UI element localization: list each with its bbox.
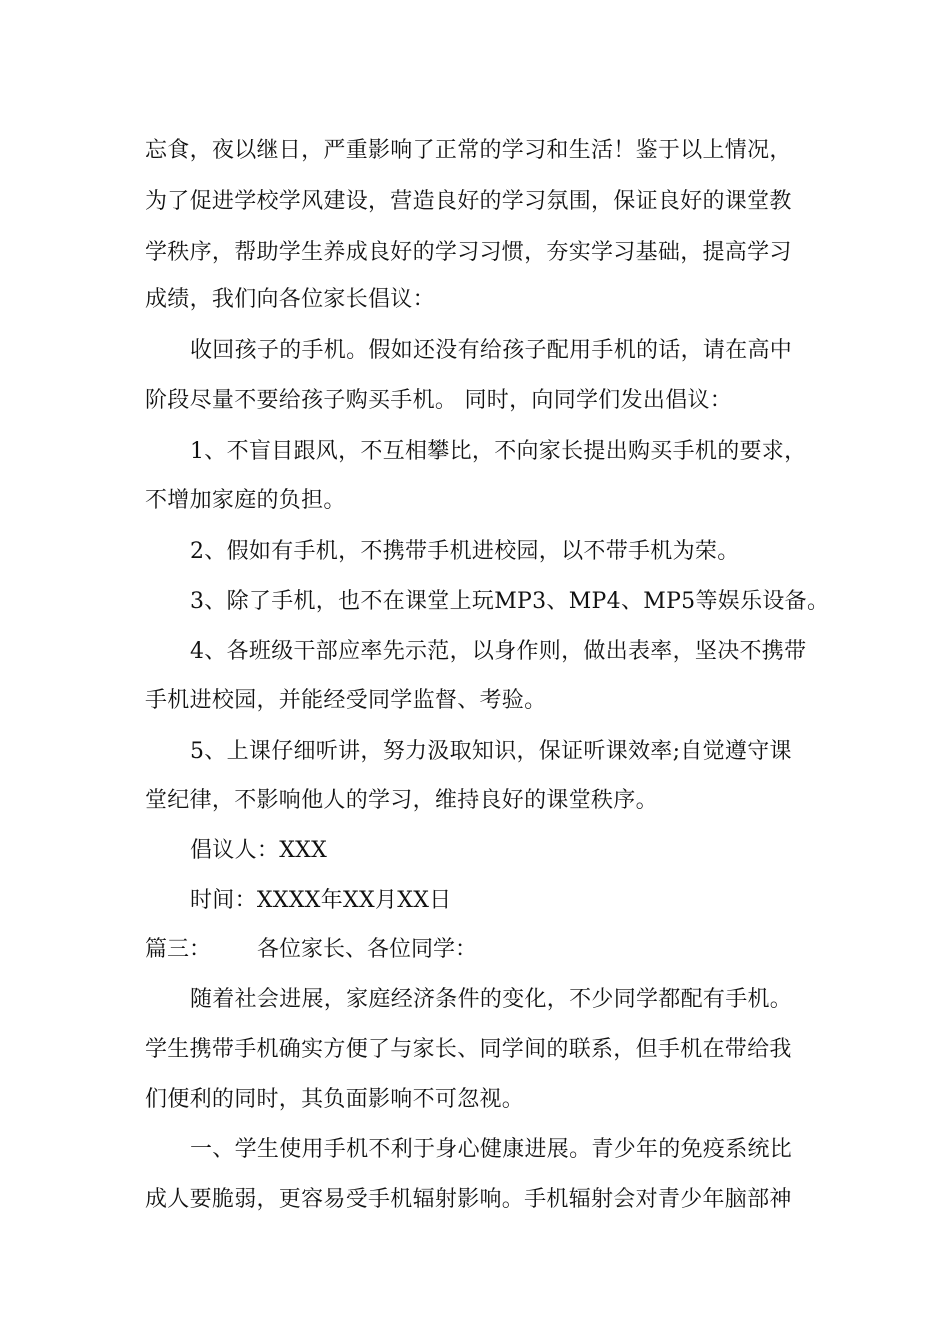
list-item-2: 2、假如有手机，不携带手机进校园，以不带手机为荣。 [190, 539, 740, 564]
paragraph-line: 阶段尽量不要给孩子购买手机。 同时，向同学们发出倡议： [145, 388, 733, 413]
paragraph-line: 随着社会进展，家庭经济条件的变化，不少同学都配有手机。 [190, 987, 793, 1012]
paragraph-line: 们便利的同时，其负面影响不可忽视。 [145, 1087, 525, 1112]
section-label: 篇三： [145, 937, 212, 962]
paragraph-line: 学秩序，帮助学生养成良好的学习习惯，夯实学习基础，提高学习 [145, 240, 792, 265]
list-item-5: 5、上课仔细听讲，努力汲取知识，保证听课效率;自觉遵守课 [190, 739, 792, 764]
paragraph-line: 成人要脆弱，更容易受手机辐射影响。手机辐射会对青少年脑部神 [145, 1187, 792, 1212]
paragraph-line: 一、学生使用手机不利于身心健康进展。青少年的免疫系统比 [190, 1137, 793, 1162]
list-item-1: 1、不盲目跟风，不互相攀比，不向家长提出购买手机的要求， [190, 439, 807, 464]
initiator-line: 倡议人：XXX [190, 838, 328, 863]
date-line: 时间：XXXX年XX月XX日 [190, 888, 452, 913]
paragraph-line: 成绩，我们向各位家长倡议： [145, 287, 435, 312]
paragraph-line: 忘食，夜以继日，严重影响了正常的学习和生活！鉴于以上情况， [145, 138, 792, 163]
list-item-3: 3、除了手机，也不在课堂上玩MP3、MP4、MP5等娱乐设备。 [190, 589, 830, 614]
paragraph-line: 手机进校园，并能经受同学监督、考验。 [145, 688, 547, 713]
section-greeting: 各位家长、各位同学： [257, 937, 478, 962]
paragraph-line: 学生携带手机确实方便了与家长、同学间的联系，但手机在带给我 [145, 1037, 792, 1062]
paragraph-line: 收回孩子的手机。假如还没有给孩子配用手机的话，请在高中 [190, 338, 793, 363]
list-item-4: 4、各班级干部应率先示范，以身作则，做出表率，坚决不携带 [190, 639, 807, 664]
paragraph-line: 不增加家庭的负担。 [145, 488, 346, 513]
paragraph-line: 堂纪律，不影响他人的学习，维持良好的课堂秩序。 [145, 788, 658, 813]
paragraph-line: 为了促进学校学风建设，营造良好的学习氛围，保证良好的课堂教 [145, 189, 792, 214]
